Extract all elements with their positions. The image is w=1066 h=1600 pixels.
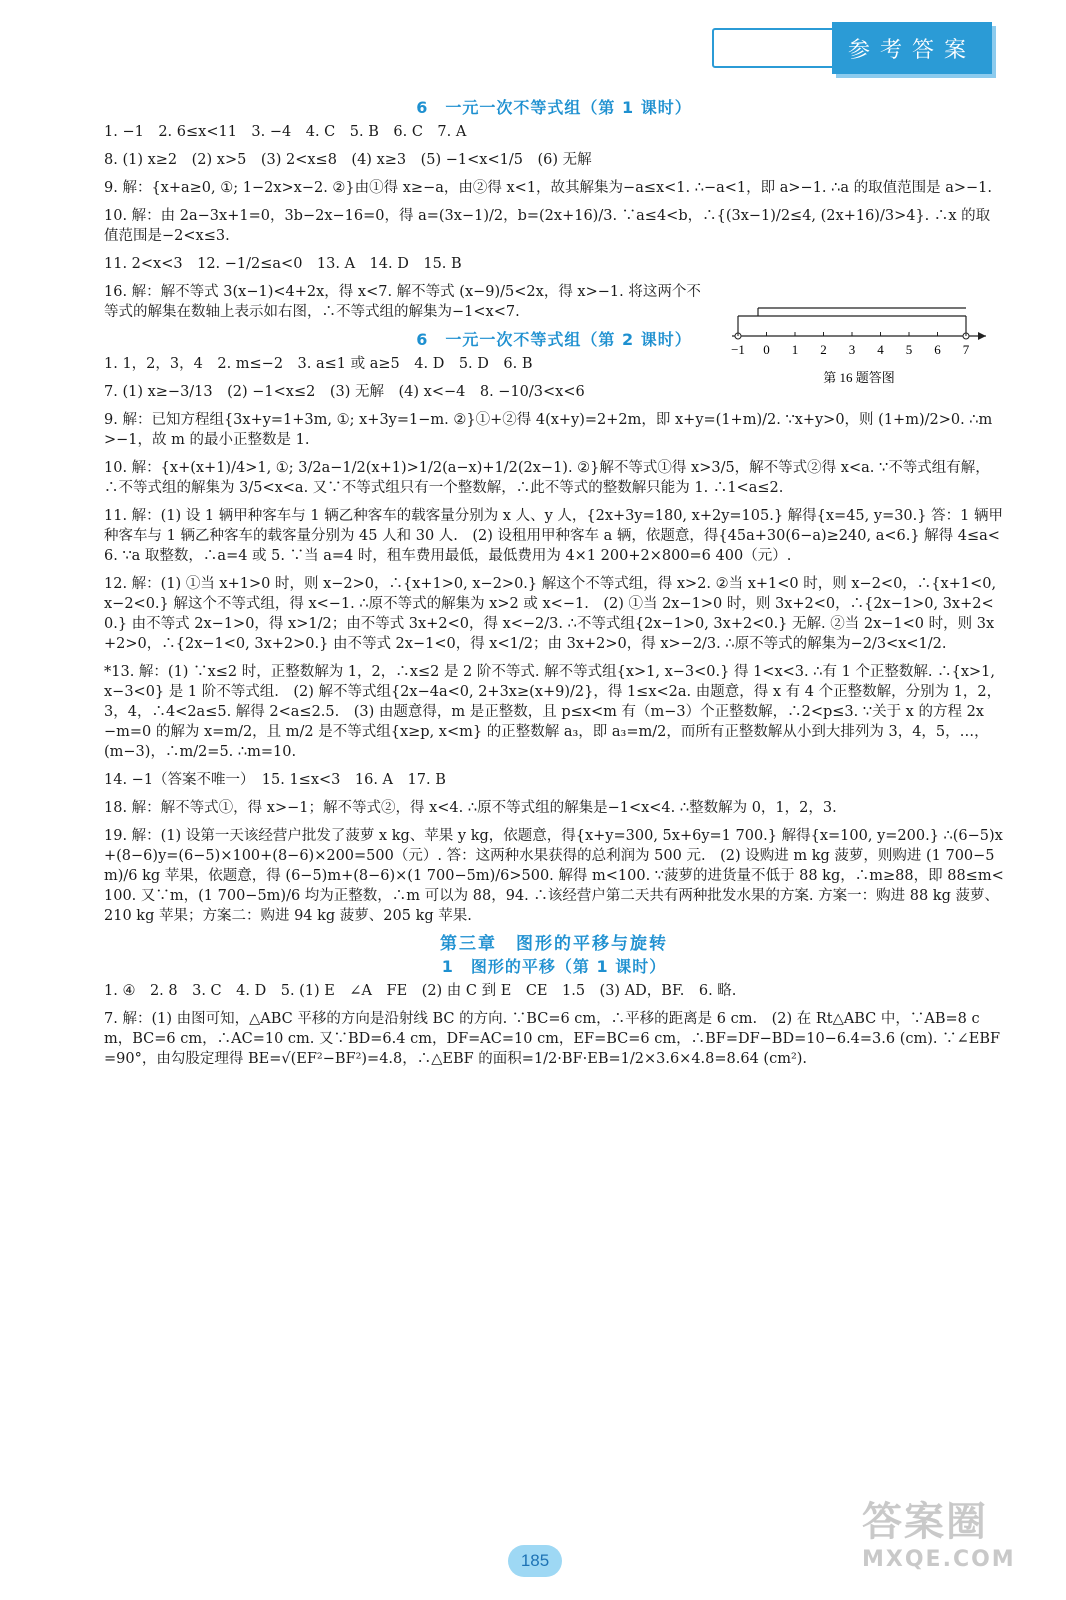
answer-line: 1. ④ 2. 8 3. C 4. D 5. (1) E ∠A FE (2) 由 C 到 E CE 1.5 (3) AD，BF. 6. 略.: [104, 983, 737, 999]
axis-tick-label: 6: [934, 342, 941, 357]
axis-tick-label: 2: [820, 342, 827, 357]
figure-caption: 第 16 题答图: [823, 370, 895, 385]
section-title-1: 6 一元一次不等式组（第 1 课时）: [416, 98, 692, 117]
answer-line: 16. 解：解不等式 3(x−1)<4+2x，得 x<7. 解不等式 (x−9)/5<2x，得 x>−1. 将这两个不等式的解集在数轴上表示如右图，∴不等式组的解集为−1<x<7.: [104, 284, 701, 320]
axis-tick-label: 1: [791, 342, 799, 357]
answer-line: 9. 解：{x+a≥0, ①; 1−2x>x−2. ②}由①得 x≥−a，由②得 x<1，故其解集为−a≤x<1. ∴−a<1，即 a>−1. ∴a 的取值范围是 a>−1.: [104, 180, 993, 196]
axis-tick-label: 5: [905, 342, 913, 357]
answer-line: *13. 解：(1) ∵x≤2 时，正整数解为 1，2，∴x≤2 是 2 阶不等式. 解不等式组{x>1, x−3<0.} 得 1<x<3. ∴有 1 个正整数解. ∴{x>1, x−3<0} 是 1 阶不等式组. (2) 解不等式组{2x−4a<0, 2+3x≥(x+9)/2}，得 1≤x<2a. 由题意，得 x 有 4 个正整数解，分别为 1，2，3，4，∴4<2a≤5. 解得 2<a≤2.5. (3) 由题意得，m 是正整数，且 p≤x<m 有（m−3）个正整数解，∴2<p≤3. ∵关于 x 的方程 2x−m=0 的解为 x=m/2，且 m/2 是不等式组{x≥p, x<m} 的正整数解 a₃，即 a₃=m/2，而所有正整数解从小到大排列为 3，4，5，…，(m−3)，∴m/2=5. ∴m=10.: [104, 664, 1002, 760]
answer-line: 10. 解：{x+(x+1)/4>1, ①; 3/2a−1/2(x+1)>1/2(a−x)+1/2(2x−1). ②}解不等式①得 x>3/5，解不等式②得 x<a. ∵不等式组有解，∴不等式组的解集为 3/5<x<a. 又∵不等式组只有一个整数解，∴此不等式的整数解只能为 1. ∴1<a≤2.: [104, 460, 990, 496]
answer-line: 7. (1) x≥−3/13 (2) −1<x≤2 (3) 无解 (4) x<−4 8. −10/3<x<6: [104, 384, 585, 400]
watermark-top: 答案圈: [862, 1499, 988, 1545]
answer-content: [104, 95, 1004, 1077]
answer-line: 14. −1（答案不唯一） 15. 1≤x<3 16. A 17. B: [104, 772, 446, 788]
answer-line: 18. 解：解不等式①，得 x>−1；解不等式②，得 x<4. ∴原不等式组的解集是−1<x<4. ∴整数解为 0，1，2，3.: [104, 800, 837, 816]
answer-line: 12. 解：(1) ①当 x+1>0 时，则 x−2>0，∴{x+1>0, x−2>0.} 解这个不等式组，得 x>2. ②当 x+1<0 时，则 x−2<0，∴{x+1<0, x−2<0.} 解这个不等式组，得 x<−1. ∴原不等式的解集为 x>2 或 x<−1. (2) ①当 2x−1>0 时，则 3x+2<0，∴{2x−1>0, 3x+2<0.} 由不等式 2x−1>0，得 x>1/2；由不等式 3x+2<0，得 x<−2/3. ∴不等式组{2x−1>0, 3x+2<0.} 无解. ②当 2x−1<0 时，则 3x+2>0，∴{2x−1<0, 3x+2>0.} 由不等式 2x−1<0，得 x<1/2；由 3x+2>0，得 x>−2/3. ∴原不等式的解集为−2/3<x<1/2.: [104, 576, 997, 652]
header-tab: [832, 22, 992, 74]
watermark: [862, 1490, 1052, 1590]
section-title-2: 6 一元一次不等式组（第 2 课时）: [416, 330, 692, 349]
answer-line: 10. 解：由 2a−3x+1=0，3b−2x−16=0，得 a=(3x−1)/2，b=(2x+16)/3. ∵a≤4<b，∴{(3x−1)/2≤4, (2x+16)/3>4}. ∴x 的取值范围是−2<x≤3.: [104, 208, 991, 244]
axis-tick-label: 3: [848, 342, 856, 357]
number-line-figure: [724, 300, 994, 390]
answer-line: 1. 1，2，3，4 2. m≤−2 3. a≤1 或 a≥5 4. D 5. D 6. B: [104, 356, 533, 372]
page-number: 185: [508, 1545, 562, 1577]
axis-tick-label: 0: [763, 342, 770, 357]
number-line-arrow: [978, 332, 986, 340]
answer-line: 8. (1) x≥2 (2) x>5 (3) 2<x≤8 (4) x≥3 (5) −1<x<1/5 (6) 无解: [104, 152, 592, 168]
answer-line: 9. 解：已知方程组{3x+y=1+3m, ①; x+3y=1−m. ②}①+②得 4(x+y)=2+2m，即 x+y=(1+m)/2. ∵x+y>0，则 (1+m)/2>0. ∴m>−1，故 m 的最小正整数是 1.: [104, 412, 993, 448]
answer-line: 7. 解：(1) 由图可知，△ABC 平移的方向是沿射线 BC 的方向. ∵BC=6 cm，∴平移的距离是 6 cm. (2) 在 Rt△ABC 中，∵AB=8 cm，BC=6 cm，∴AC=10 cm. 又∵BD=6.4 cm，DF=AC=10 cm，EF=BC=6 cm，∴BF=DF−BD=10−6.4=3.6 (cm). ∵∠EBF=90°，由勾股定理得 BE=√(EF²−BF²)=4.8，∴△EBF 的面积=1/2·BF·EB=1/2×3.6×4.8=8.64 (cm²).: [104, 1011, 1001, 1067]
axis-tick-label: 4: [877, 342, 884, 357]
axis-tick-label: 7: [962, 342, 970, 357]
answer-line: 11. 2<x<3 12. −1/2≤a<0 13. A 14. D 15. B: [104, 256, 462, 272]
answer-line: 11. 解：(1) 设 1 辆甲种客车与 1 辆乙种客车的载客量分别为 x 人、y 人，{2x+3y=180, x+2y=105.} 解得{x=45, y=30.} 答：1 辆甲种客车与 1 辆乙种客车的载客量分别为 45 人和 30 人. (2) 设租用甲种客车 a 辆，依题意，得{45a+30(6−a)≥240, a<6.} 解得 4≤a<6. ∵a 取整数，∴a=4 或 5. ∵当 a=4 时，租车费用最低，最低费用为 4×1 200+2×800=6 400（元）.: [104, 508, 1003, 564]
answer-line: 19. 解：(1) 设第一天该经营户批发了菠萝 x kg、苹果 y kg，依题意，得{x+y=300, 5x+6y=1 700.} 解得{x=100, y=200.} ∴(6−5)x+(8−6)y=(6−5)×100+(8−6)×200=500（元）. 答：这两种水果获得的总利润为 500 元. (2) 设购进 m kg 菠萝，则购进 (1 700−5m)/6 kg 苹果，依题意，得 (6−5)m+(8−6)×(1 700−5m)/6>500. 解得 m<100. ∵菠萝的进货量不低于 88 kg，∴m≥88，即 88≤m<100. 又∵m，(1 700−5m)/6 均为正整数，∴m 可以为 88，94. ∴该经营户第二天共有两种批发水果的方案. 方案一：购进 88 kg 菠萝、210 kg 苹果；方案二：购进 94 kg 菠萝、205 kg 苹果.: [104, 828, 1004, 924]
watermark-bottom: MXQE.COM: [862, 1547, 1016, 1572]
answer-line: 1. −1 2. 6≤x<11 3. −4 4. C 5. B 6. C 7. A: [104, 124, 467, 140]
section-title-3: 1 图形的平移（第 1 课时）: [441, 957, 667, 976]
axis-tick-label: −1: [731, 342, 745, 357]
chapter-title: 第三章 图形的平移与旋转: [440, 934, 668, 954]
header-tab-label: 参考答案: [847, 37, 976, 63]
